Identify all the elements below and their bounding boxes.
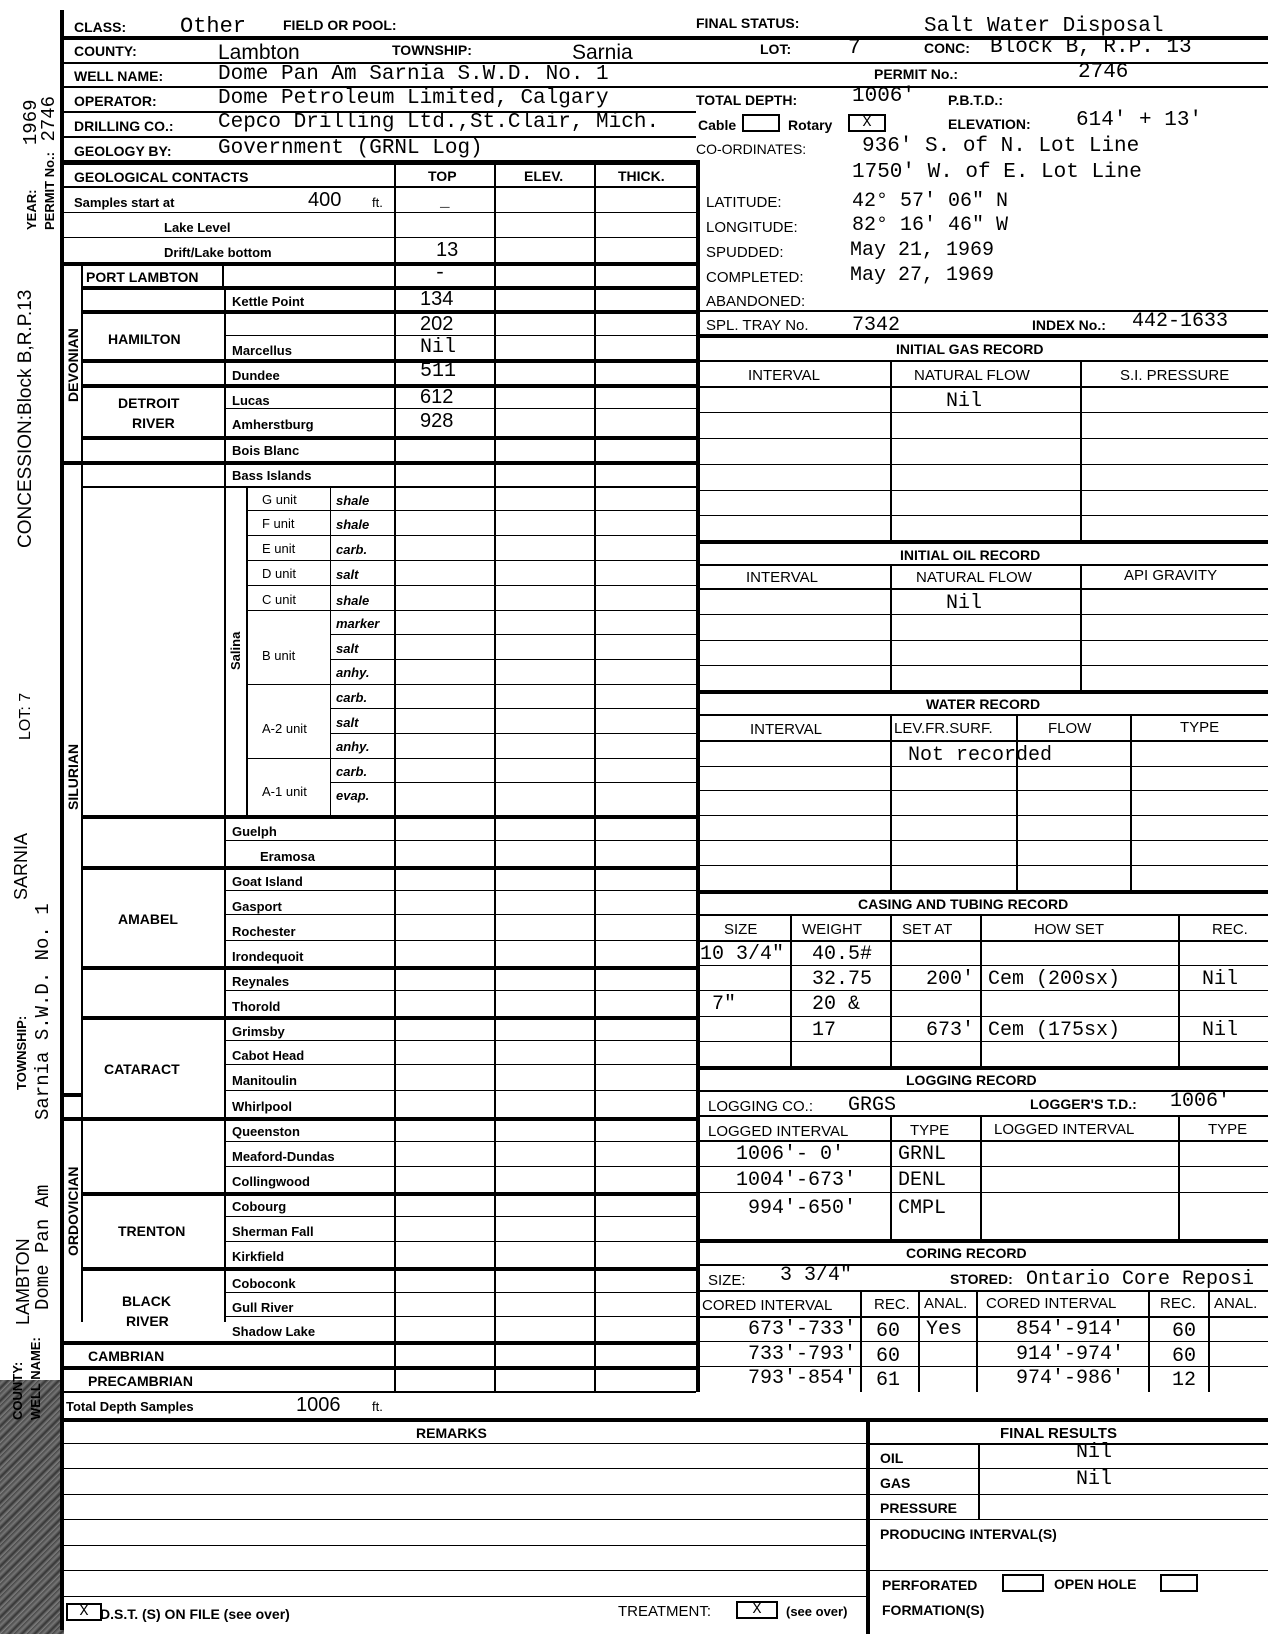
township-label: TOWNSHIP:: [392, 42, 472, 58]
latitude-value: 42° 57' 06" N: [852, 190, 1009, 213]
cable-checkbox[interactable]: [742, 114, 780, 132]
oil-col-api: API GRAVITY: [1124, 567, 1218, 584]
drift-top: 13: [436, 239, 459, 261]
core-r1-i1: 673'-733': [748, 1318, 857, 1341]
trenton: TRENTON: [118, 1223, 186, 1239]
class-label: CLASS:: [74, 19, 127, 35]
coring-col-anal-1: ANAL.: [924, 1295, 968, 1312]
samples-start-label: Samples start at: [74, 195, 175, 210]
logging-col-interval-2: LOGGED INTERVAL: [994, 1121, 1135, 1138]
treatment-see-over: (see over): [786, 1604, 848, 1619]
logging-co-value: GRGS: [848, 1094, 897, 1117]
bois-blanc: Bois Blanc: [232, 443, 300, 458]
a2-unit: A-2 unit: [262, 721, 307, 736]
gull-river: Gull River: [232, 1300, 294, 1315]
core-r2-i1: 733'-793': [748, 1343, 857, 1366]
fr-formations-label: FORMATION(S): [882, 1602, 985, 1618]
drilling-label: DRILLING CO.:: [74, 118, 174, 134]
core-r1-r2: 60: [1172, 1320, 1197, 1343]
coords-label: CO-ORDINATES:: [696, 141, 807, 157]
operator-value: Dome Petroleum Limited, Calgary: [218, 87, 609, 110]
dundee: Dundee: [232, 368, 280, 383]
operator-label: OPERATOR:: [74, 93, 157, 109]
geo-title: GEOLOGICAL CONTACTS: [74, 169, 249, 185]
total-depth-value: 1006': [852, 85, 916, 108]
casing-r1-weight: 40.5#: [812, 943, 873, 966]
total-samples-ft: ft.: [372, 1399, 383, 1414]
coring-col-rec-2: REC.: [1160, 1295, 1196, 1312]
geology-label: GEOLOGY BY:: [74, 143, 172, 159]
queenston: Queenston: [232, 1124, 300, 1139]
pbtd-label: P.B.T.D.:: [948, 92, 1003, 108]
total-samples-label: Total Depth Samples: [66, 1399, 194, 1414]
core-r3-r2: 12: [1172, 1369, 1197, 1392]
core-r3-i2: 974'-986': [1016, 1367, 1125, 1390]
rochester: Rochester: [232, 924, 296, 939]
system-devonian: DEVONIAN: [65, 328, 81, 402]
casing-r2-set-at: 200': [926, 968, 975, 991]
c-unit-rock: shale: [336, 593, 370, 608]
gas-value: Nil: [946, 390, 983, 413]
open-hole-checkbox[interactable]: [1160, 1574, 1198, 1592]
core-r1-i2: 854'-914': [1016, 1318, 1125, 1341]
casing-col-set-at: SET AT: [902, 921, 953, 938]
gas-col-flow: NATURAL FLOW: [914, 367, 1030, 384]
logging-col-type-1: TYPE: [910, 1122, 950, 1139]
elevation-value: 614' + 13': [1076, 109, 1203, 132]
field-label: FIELD OR POOL:: [283, 17, 397, 33]
logging-col-interval-1: LOGGED INTERVAL: [708, 1123, 849, 1140]
log-r1-type: GRNL: [898, 1143, 947, 1166]
well-name-label: WELL NAME:: [74, 68, 164, 84]
samples-start-value: 400: [308, 189, 342, 211]
system-ordovician: ORDOVICIAN: [65, 1166, 81, 1256]
sidebar-township-name: SARNIA: [11, 832, 31, 900]
sidebar-concession: CONCESSION:Block B,R.P.13: [15, 289, 36, 548]
gas-col-interval: INTERVAL: [748, 367, 820, 384]
dundee-top: 511: [420, 360, 457, 383]
cabot-head: Cabot Head: [232, 1048, 305, 1063]
latitude-label: LATITUDE:: [706, 194, 782, 211]
collingwood: Collingwood: [232, 1174, 310, 1189]
black-river-2: RIVER: [126, 1313, 169, 1329]
hamilton-blank-top: 202: [420, 313, 454, 335]
fr-oil-label: OIL: [880, 1450, 904, 1466]
amherstburg-top: 928: [420, 410, 454, 432]
gas-title: INITIAL GAS RECORD: [896, 341, 1044, 357]
lot-value: 7: [848, 37, 861, 60]
casing-r2-how-set: Cem (200sx): [988, 968, 1121, 991]
guelph: Guelph: [232, 824, 277, 839]
water-title: WATER RECORD: [926, 696, 1041, 712]
grimsby: Grimsby: [232, 1024, 285, 1039]
b-unit: B unit: [262, 648, 296, 663]
lot-label: LOT:: [760, 41, 792, 57]
final-status-value: Salt Water Disposal: [924, 15, 1164, 38]
casing-r4-how-set: Cem (175sx): [988, 1019, 1121, 1042]
elevation-label: ELEVATION:: [948, 116, 1031, 132]
county-label: COUNTY:: [74, 43, 137, 59]
coring-stored-label: STORED:: [950, 1271, 1013, 1287]
rotary-checkbox[interactable]: X: [848, 114, 886, 132]
marcellus-top: Nil: [420, 336, 457, 359]
casing-r3-size: 7": [712, 993, 737, 1016]
casing-r2-weight: 32.75: [812, 968, 873, 991]
drilling-value: Cepco Drilling Ltd.,St.Clair, Mich.: [218, 111, 660, 134]
cambrian: CAMBRIAN: [88, 1348, 165, 1364]
a2-unit-rock-3: anhy.: [336, 739, 370, 754]
coring-title: CORING RECORD: [906, 1245, 1027, 1261]
coring-col-rec-1: REC.: [874, 1296, 910, 1313]
logging-title: LOGGING RECORD: [906, 1072, 1037, 1088]
amabel: AMABEL: [118, 911, 178, 927]
total-samples-value: 1006: [296, 1394, 341, 1416]
reynales: Reynales: [232, 974, 290, 989]
geo-col-thick: THICK.: [618, 168, 665, 184]
completed-label: COMPLETED:: [706, 269, 804, 286]
logger-td-value: 1006': [1170, 1090, 1231, 1113]
irondequoit: Irondequoit: [232, 949, 304, 964]
remarks-title: REMARKS: [416, 1425, 487, 1441]
casing-r2-rec: Nil: [1202, 968, 1239, 991]
conc-label: CONC:: [924, 40, 970, 56]
fr-gas-value: Nil: [1076, 1468, 1113, 1491]
casing-r4-weight: 17: [812, 1019, 837, 1042]
samples-start-top: _: [440, 193, 450, 211]
coring-col-anal-2: ANAL.: [1214, 1295, 1258, 1312]
a2-unit-rock-1: carb.: [336, 690, 368, 705]
final-status-label: FINAL STATUS:: [696, 15, 800, 31]
precambrian: PRECAMBRIAN: [88, 1373, 193, 1389]
core-r3-r1: 61: [876, 1369, 901, 1392]
sidebar-county-label: COUNTY:: [10, 1361, 25, 1420]
lucas: Lucas: [232, 393, 270, 408]
fr-gas-label: GAS: [880, 1475, 911, 1491]
f-unit: F unit: [262, 516, 295, 531]
core-r3-i1: 793'-854': [748, 1367, 857, 1390]
salina: Salina: [228, 631, 243, 670]
casing-col-size: SIZE: [724, 921, 758, 938]
b-unit-rock-2: salt: [336, 641, 359, 656]
a1-unit: A-1 unit: [262, 784, 307, 799]
treatment-checkbox[interactable]: X: [736, 1601, 778, 1619]
abandoned-label: ABANDONED:: [706, 293, 806, 310]
index-label: INDEX No.:: [1032, 317, 1106, 333]
oil-col-interval: INTERVAL: [746, 569, 818, 586]
fr-perforated-label: PERFORATED: [882, 1577, 978, 1593]
log-r2-type: DENL: [898, 1169, 947, 1192]
amherstburg: Amherstburg: [232, 417, 314, 432]
coring-stored-value: Ontario Core Reposi: [1026, 1268, 1255, 1291]
system-silurian: SILURIAN: [65, 743, 81, 810]
casing-r4-rec: Nil: [1202, 1019, 1239, 1042]
hamilton: HAMILTON: [108, 331, 181, 347]
casing-col-rec: REC.: [1212, 921, 1248, 938]
port-lambton: PORT LAMBTON: [86, 269, 199, 285]
sidebar-township-well: Sarnia S.W.D. No. 1: [32, 903, 54, 1120]
logging-col-type-2: TYPE: [1208, 1121, 1248, 1138]
longitude-label: LONGITUDE:: [706, 219, 798, 236]
class-value: Other: [180, 14, 247, 39]
permit-value: 2746: [1078, 61, 1129, 84]
gasport: Gasport: [232, 899, 282, 914]
oil-title: INITIAL OIL RECORD: [900, 547, 1041, 563]
fr-oil-value: Nil: [1076, 1441, 1113, 1464]
township-value: Sarnia: [572, 41, 633, 64]
g-unit-rock: shale: [336, 493, 370, 508]
d-unit-rock: salt: [336, 567, 359, 582]
spl-tray-label: SPL. TRAY No.: [706, 317, 809, 334]
kettle-point: Kettle Point: [232, 294, 305, 309]
water-col-flow: FLOW: [1048, 720, 1092, 737]
spudded-value: May 21, 1969: [850, 239, 995, 262]
perforated-checkbox[interactable]: [1002, 1574, 1044, 1592]
c-unit: C unit: [262, 592, 296, 607]
coring-size-label: SIZE:: [708, 1272, 746, 1289]
d-unit: D unit: [262, 566, 296, 581]
coring-col-interval-2: CORED INTERVAL: [986, 1295, 1117, 1312]
log-r1-interval: 1006'- 0': [736, 1143, 845, 1166]
water-col-interval: INTERVAL: [750, 721, 822, 738]
coords-line2: 1750' W. of E. Lot Line: [852, 161, 1142, 184]
port-lambton-top: -: [434, 262, 447, 285]
cobourg: Cobourg: [232, 1199, 287, 1214]
fr-pressure-label: PRESSURE: [880, 1500, 958, 1516]
rotary-label: Rotary: [788, 117, 833, 133]
fr-open-hole-label: OPEN HOLE: [1054, 1576, 1137, 1592]
sidebar-township-label: TOWNSHIP:: [14, 1015, 29, 1090]
coring-size-value: 3 3/4": [780, 1264, 853, 1287]
water-value: Not recorded: [908, 744, 1053, 767]
oil-value: Nil: [946, 592, 983, 615]
f-unit-rock: shale: [336, 517, 370, 532]
dst-checkbox[interactable]: X: [66, 1603, 102, 1621]
sidebar-lot: LOT: 7: [17, 692, 34, 740]
manitoulin: Manitoulin: [232, 1073, 297, 1088]
goat-island: Goat Island: [232, 874, 303, 889]
detroit-river-1: DETROIT: [118, 395, 180, 411]
coring-col-interval-1: CORED INTERVAL: [702, 1297, 833, 1314]
casing-r3-weight: 20 &: [812, 993, 861, 1016]
sidebar-year: YEAR: 1969: [20, 99, 42, 230]
spudded-label: SPUDDED:: [706, 244, 784, 261]
geo-col-top: TOP: [428, 168, 457, 184]
dst-label: D.S.T. (S) ON FILE (see over): [100, 1606, 290, 1622]
core-r2-r2: 60: [1172, 1345, 1197, 1368]
sidebar-county-name: LAMBTON: [13, 1238, 33, 1325]
kettle-point-top: 134: [420, 288, 454, 310]
sidebar-well-name-label: WELL NAME:: [28, 1337, 43, 1420]
logging-co-label: LOGGING CO.:: [708, 1098, 814, 1115]
lake-level: Lake Level: [164, 220, 231, 235]
casing-title: CASING AND TUBING RECORD: [858, 896, 1069, 912]
g-unit: G unit: [262, 492, 297, 507]
drift-label: Drift/Lake bottom: [164, 245, 272, 260]
a1-unit-rock-1: carb.: [336, 764, 368, 779]
black-river-1: BLACK: [122, 1293, 171, 1309]
b-unit-rock-1: marker: [336, 616, 380, 631]
casing-col-how-set: HOW SET: [1034, 921, 1104, 938]
samples-start-ft: ft.: [372, 195, 383, 210]
county-value: Lambton: [218, 41, 300, 64]
e-unit-rock: carb.: [336, 542, 368, 557]
sidebar-well-name: Dome Pan Am: [32, 1184, 54, 1310]
a2-unit-rock-2: salt: [336, 715, 359, 730]
oil-col-flow: NATURAL FLOW: [916, 569, 1032, 586]
coboconk: Coboconk: [232, 1276, 296, 1291]
casing-r4-set-at: 673': [926, 1019, 975, 1042]
sidebar-permit: PERMIT No.: 2746: [38, 95, 60, 230]
geo-col-elev: ELEV.: [524, 168, 564, 184]
final-results-title: FINAL RESULTS: [1000, 1425, 1117, 1442]
spl-tray-value: 7342: [852, 314, 901, 337]
core-r2-r1: 60: [876, 1345, 901, 1368]
shadow-lake: Shadow Lake: [232, 1324, 316, 1339]
log-r3-type: CMPL: [898, 1197, 947, 1220]
well-name-value: Dome Pan Am Sarnia S.W.D. No. 1: [218, 63, 609, 86]
casing-col-weight: WEIGHT: [802, 921, 862, 938]
logger-td-label: LOGGER'S T.D.:: [1030, 1096, 1137, 1112]
casing-r1-size: 10 3/4": [700, 943, 785, 966]
log-r3-interval: 994'-650': [748, 1197, 857, 1220]
gas-col-pressure: S.I. PRESSURE: [1120, 367, 1230, 384]
fr-producing-label: PRODUCING INTERVAL(S): [880, 1526, 1057, 1542]
e-unit: E unit: [262, 541, 296, 556]
sherman-fall: Sherman Fall: [232, 1224, 314, 1239]
a1-unit-rock-2: evap.: [336, 788, 370, 803]
core-r2-i2: 914'-974': [1016, 1343, 1125, 1366]
cable-label: Cable: [698, 117, 737, 133]
permit-label: PERMIT No.:: [874, 66, 958, 82]
frame-left: [60, 10, 64, 1630]
geology-value: Government (GRNL Log): [218, 137, 483, 160]
b-unit-rock-3: anhy.: [336, 665, 370, 680]
thorold: Thorold: [232, 999, 281, 1014]
bass-islands: Bass Islands: [232, 468, 312, 483]
index-value: 442-1633: [1132, 310, 1229, 333]
treatment-label: TREATMENT:: [618, 1603, 712, 1620]
water-col-type: TYPE: [1180, 719, 1220, 736]
log-r2-interval: 1004'-673': [736, 1169, 857, 1192]
conc-value: Block B, R.P. 13: [990, 36, 1192, 59]
mid-divider: [696, 160, 700, 1392]
detroit-river-2: RIVER: [132, 415, 175, 431]
lucas-top: 612: [420, 386, 454, 408]
completed-value: May 27, 1969: [850, 264, 995, 287]
cataract: CATARACT: [104, 1061, 180, 1077]
total-depth-label: TOTAL DEPTH:: [696, 92, 798, 108]
core-r1-r1: 60: [876, 1320, 901, 1343]
longitude-value: 82° 16' 46" W: [852, 214, 1009, 237]
kirkfield: Kirkfield: [232, 1249, 285, 1264]
water-col-level: LEV.FR.SURF.: [894, 720, 993, 737]
whirlpool: Whirlpool: [232, 1099, 292, 1114]
meaford-dundas: Meaford-Dundas: [232, 1149, 335, 1164]
eramosa: Eramosa: [260, 849, 315, 864]
marcellus: Marcellus: [232, 343, 292, 358]
coords-line1: 936' S. of N. Lot Line: [862, 135, 1140, 158]
core-r1-a1: Yes: [926, 1318, 963, 1341]
